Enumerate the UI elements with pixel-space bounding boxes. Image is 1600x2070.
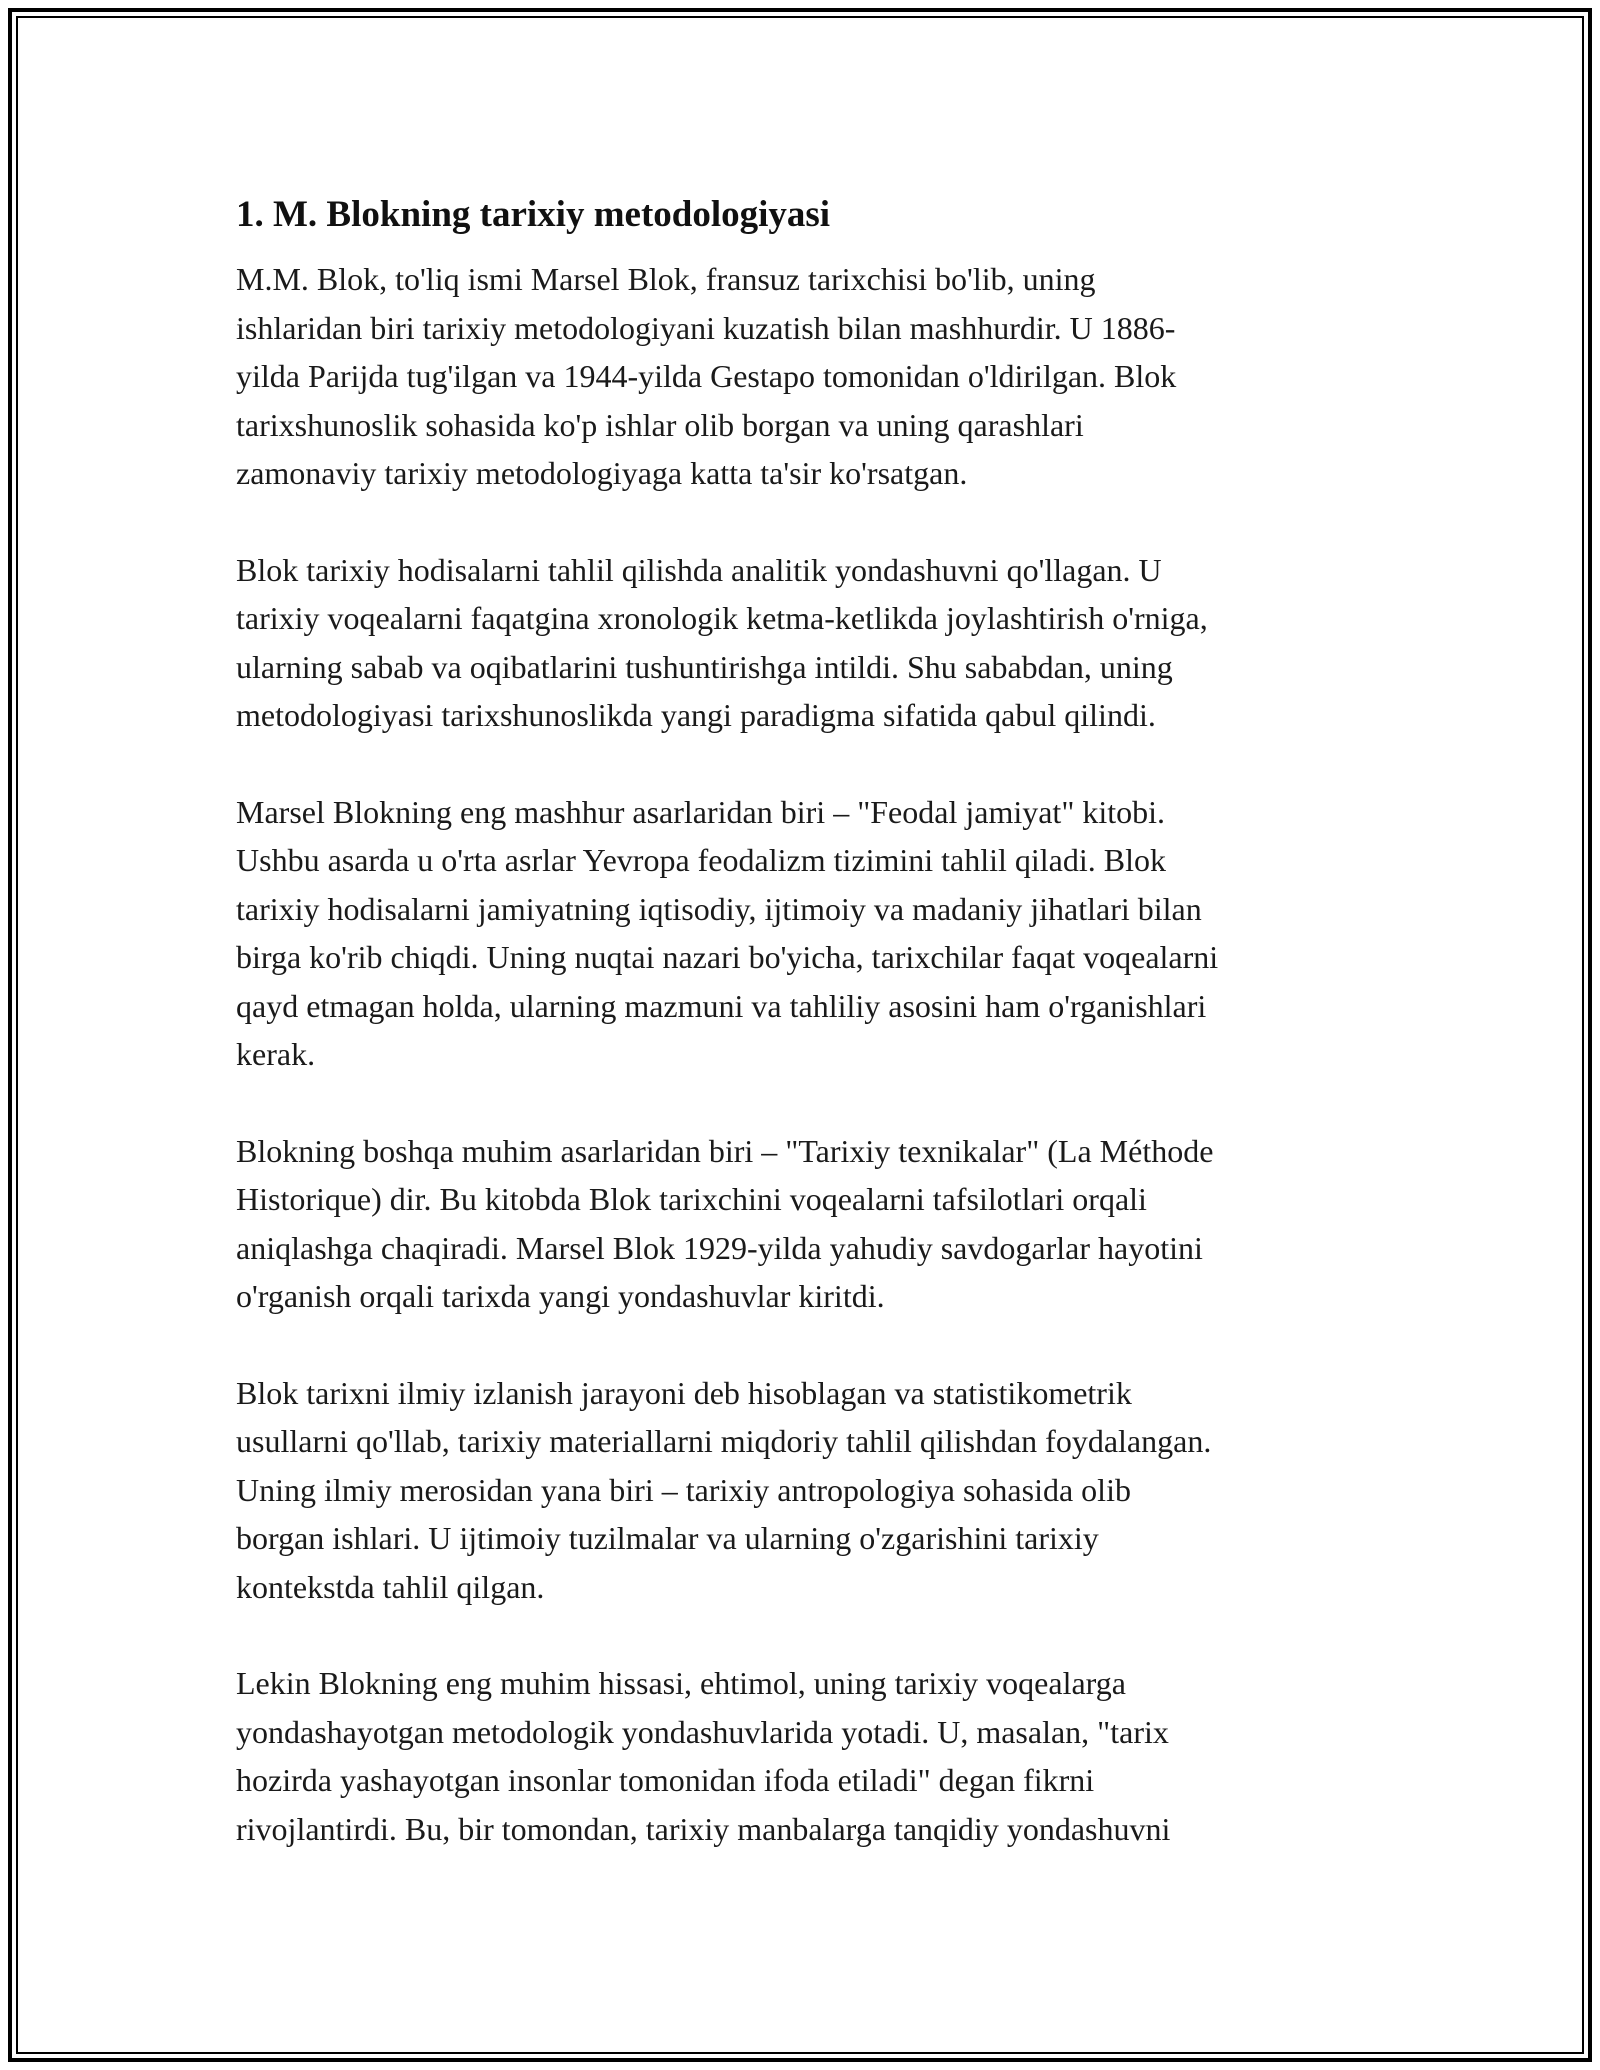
paragraph-6: Lekin Blokning eng muhim hissasi, ehtimol, uning tarixiy voqealarga yondashayotgan metodologik yondashuvlarida yotadi. U, masalan, "tarix hozirda yashayotgan insonlar tomonidan ifoda etiladi" degan fikrni rivojlantirdi. Bu, bir tomondan, tarixiy manbalarga tanqidiy yondashuvni — [236, 1665, 1171, 1847]
paragraph-2: Blok tarixiy hodisalarni tahlil qilishda analitik yondashuvni qo'llagan. U tarixiy voqealarni faqatgina xronologik ketma-ketlikda joylashtirish o'rniga, ularning sabab va oqibatlarini tushuntirishga intildi. Shu sababdan, uning metodologiyasi tarixshunoslikda yangi paradigma sifatida qabul qilindi. — [236, 551, 1208, 733]
paragraph-3: Marsel Blokning eng mashhur asarlaridan biri – "Feodal jamiyat" kitobi. Ushbu asarda u o'rta asrlar Yevropa feodalizm tizimini tahlil qiladi. Blok tarixiy hodisalarni jamiyatning iqtisodiy, ijtimoiy va madaniy jihatlari bilan birga ko'rib chiqdi. Uning nuqtai nazari bo'yicha, tarixchilar faqat voqealarni qayd etmagan holda, ularning mazmuni va tahliliy asosini ham o'rganishlari kerak. — [236, 793, 1219, 1072]
paragraph-1: M.M. Blok, to'liq ismi Marsel Blok, fransuz tarixchisi bo'lib, uning ishlaridan biri tarixiy metodologiyani kuzatish bilan mashhurdir. U 1886- yilda Parijda tug'ilgan va 1944-yilda Gestapo tomonidan o'ldirilgan. Blok tarixshunoslik sohasida ko'p ishlar olib borgan va uning qarashlari zamonaviy tarixiy metodologiyaga katta ta'sir ko'rsatgan. — [236, 261, 1177, 491]
section-heading: 1. M. Blokning tarixiy metodologiyasi — [236, 194, 831, 235]
paragraph-5: Blok tarixni ilmiy izlanish jarayoni deb hisoblagan va statistikometrik usullarni qo'llab, tarixiy materiallarni miqdoriy tahlil qilishdan foydalangan. Uning ilmiy merosidan yana biri – tarixiy antropologiya sohasida olib borgan ishlari. U ijtimoiy tuzilmalar va ularning o'zgarishini tarixiy kontekstda tahlil qilgan. — [236, 1374, 1212, 1605]
document-body — [236, 180, 1376, 1901]
paragraph-4: Blokning boshqa muhim asarlaridan biri – "Tarixiy texnikalar" (La Méthode Historique) dir. Bu kitobda Blok tarixchini voqealarni tafsilotlari orqali aniqlashga chaqiradi. Marsel Blok 1929-yilda yahudiy savdogarlar hayotini o'rganish orqali tarixda yangi yondashuvlar kiritdi. — [236, 1132, 1214, 1314]
